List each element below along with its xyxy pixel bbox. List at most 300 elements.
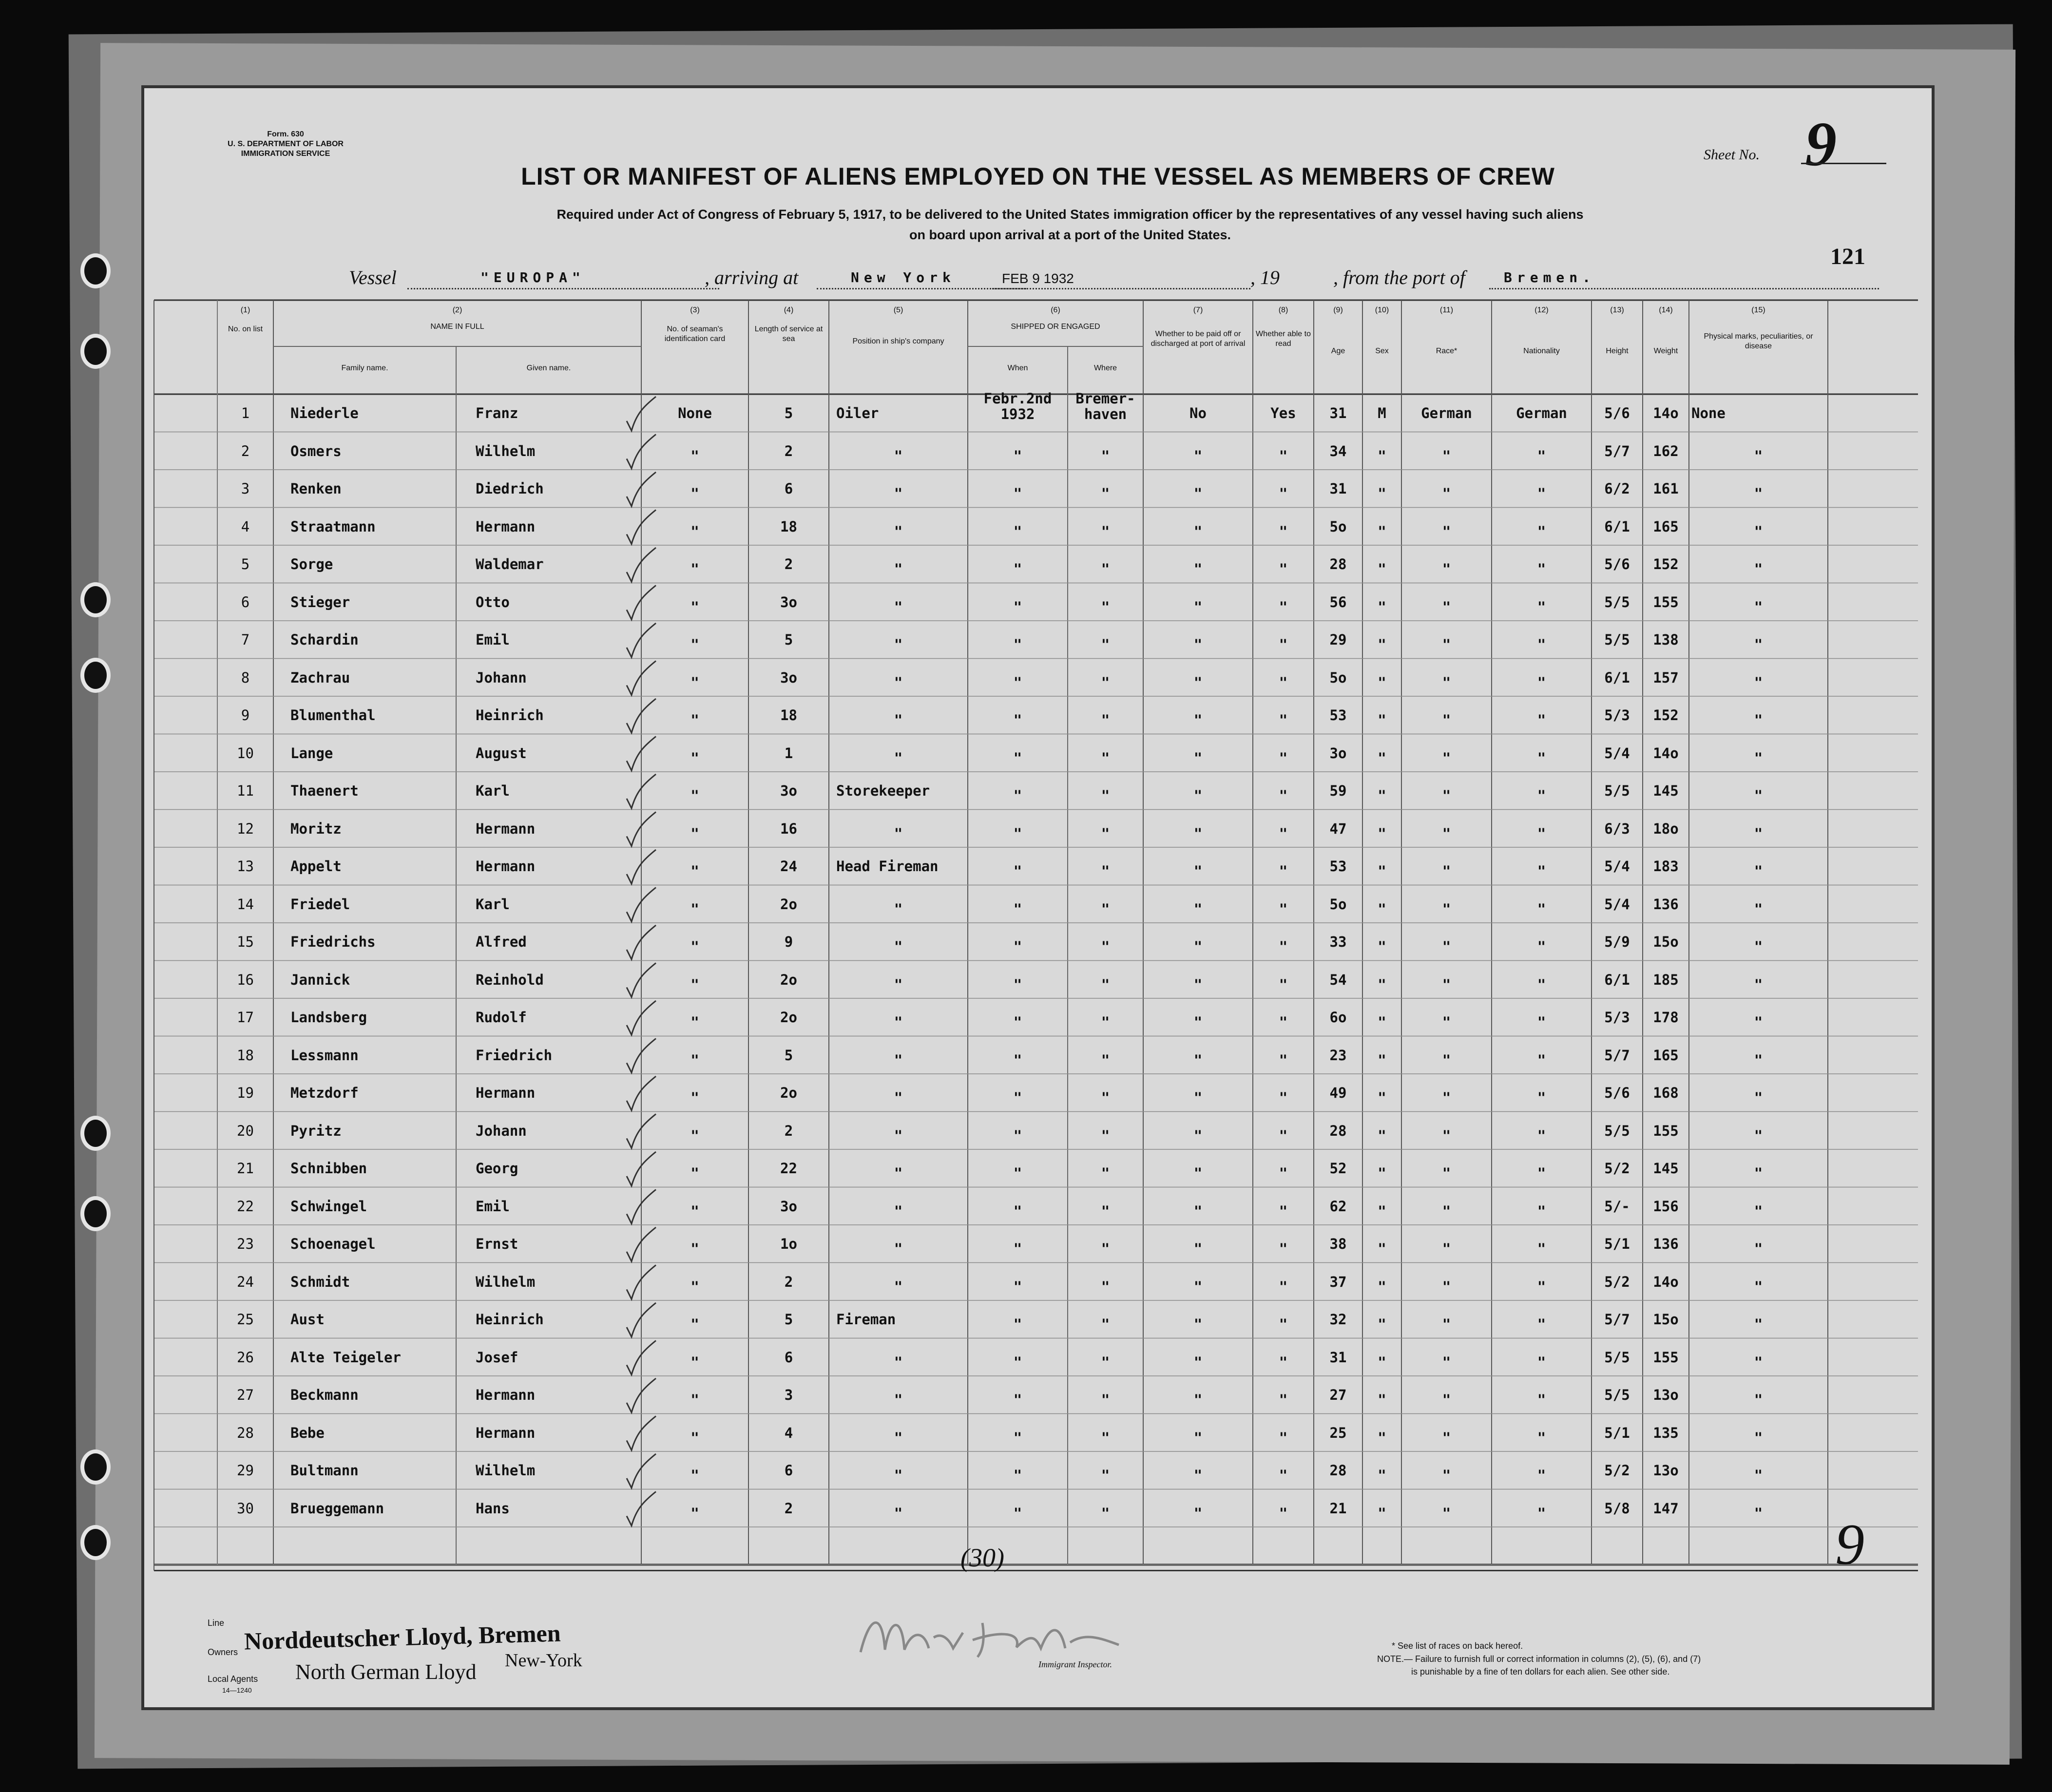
age: 32 xyxy=(1329,1311,1347,1328)
shipped-where-ditto: " xyxy=(1101,1316,1110,1333)
list-number: 8 xyxy=(241,669,250,686)
height: 5/7 xyxy=(1604,1311,1630,1328)
marks-ditto: " xyxy=(1754,447,1763,464)
sex-ditto: " xyxy=(1378,598,1386,615)
list-number: 22 xyxy=(237,1198,254,1215)
age: 59 xyxy=(1329,782,1347,799)
sex-ditto: " xyxy=(1378,787,1386,804)
age: 31 xyxy=(1329,1349,1347,1366)
shipped-when-ditto: " xyxy=(1013,1089,1022,1106)
weight: 152 xyxy=(1653,707,1679,724)
shipped-when-ditto: " xyxy=(1013,1467,1022,1484)
list-number: 7 xyxy=(241,631,250,648)
read-ditto: " xyxy=(1279,787,1288,804)
column-number-position: (5) xyxy=(893,306,903,314)
list-number: 5 xyxy=(241,556,250,572)
read-ditto: " xyxy=(1279,1014,1288,1030)
shipped-where-ditto: " xyxy=(1101,1089,1110,1106)
given-name: Karl xyxy=(476,896,510,913)
height: 5/9 xyxy=(1604,934,1630,950)
position-ditto: " xyxy=(894,674,903,691)
read-ditto: " xyxy=(1279,1202,1288,1220)
age: 25 xyxy=(1329,1424,1347,1441)
weight: 13o xyxy=(1653,1387,1679,1403)
shipped-where-ditto: " xyxy=(1101,485,1110,502)
weight: 136 xyxy=(1653,1236,1679,1252)
marks-ditto: " xyxy=(1754,938,1763,955)
read-ditto: " xyxy=(1279,1165,1288,1182)
seaman-card-ditto: " xyxy=(690,674,699,691)
race-ditto: " xyxy=(1442,712,1451,728)
list-number: 9 xyxy=(241,707,250,724)
race-ditto: " xyxy=(1442,1127,1451,1144)
penalty-note-line-1: NOTE.— Failure to furnish full or correct information in columns (2), (5), (6), and (7) xyxy=(1377,1654,1701,1664)
paid-off-ditto: " xyxy=(1193,1240,1203,1257)
list-number: 15 xyxy=(237,934,254,950)
position-ditto: " xyxy=(894,825,903,842)
length-of-service: 18 xyxy=(780,518,797,535)
department-name: U. S. DEPARTMENT OF LABOR xyxy=(228,140,344,148)
seaman-card-ditto: " xyxy=(690,598,699,615)
nationality-ditto: " xyxy=(1537,900,1546,917)
height: 5/- xyxy=(1604,1198,1630,1215)
read-ditto: " xyxy=(1279,523,1288,540)
list-number: 3 xyxy=(241,480,250,497)
nationality-ditto: " xyxy=(1537,1467,1546,1484)
list-number: 12 xyxy=(237,820,254,837)
shipped-where-ditto: " xyxy=(1101,1127,1110,1144)
marks-ditto: " xyxy=(1754,1051,1763,1068)
marks-ditto: " xyxy=(1754,1354,1763,1371)
shipped-when-ditto: " xyxy=(1013,1392,1022,1408)
marks-ditto: " xyxy=(1754,825,1763,842)
age: 33 xyxy=(1329,934,1347,950)
manifest-title: LIST OR MANIFEST OF ALIENS EMPLOYED ON THE VESSEL AS MEMBERS OF CREW xyxy=(521,163,1555,190)
race-ditto: " xyxy=(1442,1316,1451,1333)
weight: 145 xyxy=(1653,782,1679,799)
column-header-card: No. of seaman's identification card xyxy=(664,325,726,343)
family-name: Friedrichs xyxy=(290,934,376,950)
height: 6/1 xyxy=(1604,971,1630,988)
age: 37 xyxy=(1329,1273,1347,1290)
length-of-service: 18 xyxy=(780,707,797,724)
shipped-where-ditto: " xyxy=(1101,1051,1110,1068)
height: 5/4 xyxy=(1604,744,1630,762)
position-ditto: " xyxy=(894,447,903,464)
race-ditto: " xyxy=(1442,900,1451,917)
family-name: Alte Teigeler xyxy=(290,1349,401,1366)
weight: 178 xyxy=(1653,1009,1679,1026)
age: 23 xyxy=(1329,1047,1347,1064)
weight: 145 xyxy=(1653,1160,1679,1177)
sex-ditto: " xyxy=(1378,1051,1386,1068)
column-header-shipped: SHIPPED OR ENGAGED xyxy=(1011,323,1100,331)
column-number-nat: (12) xyxy=(1534,306,1549,314)
sex-ditto: " xyxy=(1378,1278,1386,1295)
read-ditto: " xyxy=(1279,976,1288,993)
length-of-service: 3o xyxy=(780,1198,797,1215)
sex-ditto: " xyxy=(1378,825,1386,842)
read-ditto: " xyxy=(1279,1278,1288,1295)
seaman-card-ditto: " xyxy=(690,1240,699,1257)
shipped-where-ditto: " xyxy=(1101,1278,1110,1295)
given-name: Diedrich xyxy=(476,480,544,497)
position-ditto: " xyxy=(894,1165,903,1182)
seaman-card-ditto: " xyxy=(690,1051,699,1068)
column-header-marks: Physical marks, peculiarities, or disease xyxy=(1704,332,1813,350)
family-name: Friedel xyxy=(290,896,350,913)
age: 49 xyxy=(1329,1085,1347,1101)
length-of-service: 3 xyxy=(784,1387,793,1403)
column-number-shipped: (6) xyxy=(1051,306,1060,314)
position-ditto: " xyxy=(894,1202,903,1220)
marks-ditto: " xyxy=(1754,976,1763,993)
height: 6/1 xyxy=(1604,518,1630,535)
length-of-service: 2o xyxy=(780,1085,797,1101)
marks-ditto: " xyxy=(1754,561,1763,577)
seaman-card-ditto: " xyxy=(690,863,699,879)
sex-ditto: " xyxy=(1378,447,1386,464)
marks-ditto: " xyxy=(1754,636,1763,653)
marks-ditto: " xyxy=(1754,1089,1763,1106)
column-number-name: (2) xyxy=(452,306,462,314)
length-of-service: 1 xyxy=(784,744,793,762)
column-number-sex: (10) xyxy=(1375,306,1389,314)
family-name: Zachrau xyxy=(290,669,350,686)
sex-ditto: " xyxy=(1378,1505,1386,1522)
binder-hole xyxy=(80,334,111,369)
binder-hole xyxy=(80,1196,111,1231)
sex-ditto: " xyxy=(1378,1240,1386,1257)
weight: 18o xyxy=(1653,820,1679,837)
column-header-no: No. on list xyxy=(228,325,263,333)
column-number-card: (3) xyxy=(690,306,700,314)
sex-ditto: " xyxy=(1378,636,1386,653)
list-number: 2 xyxy=(241,442,250,459)
length-of-service: 6 xyxy=(784,480,793,497)
read-ditto: " xyxy=(1279,712,1288,728)
position-ditto: " xyxy=(894,1089,903,1106)
shipped-when-ditto: " xyxy=(1013,787,1022,804)
family-name: Straatmann xyxy=(290,518,376,535)
race-ditto: " xyxy=(1442,485,1451,502)
binder-hole xyxy=(80,582,111,617)
sex-ditto: " xyxy=(1378,712,1386,728)
height: 6/1 xyxy=(1604,669,1630,686)
length-of-service: 5 xyxy=(784,631,793,648)
height: 5/7 xyxy=(1604,1047,1630,1064)
position-ditto: " xyxy=(894,938,903,955)
age: 52 xyxy=(1329,1160,1347,1177)
marks-ditto: " xyxy=(1754,1316,1763,1333)
race-ditto: " xyxy=(1442,598,1451,615)
height: 6/2 xyxy=(1604,480,1630,497)
nationality-ditto: " xyxy=(1537,712,1546,728)
paid-off: No xyxy=(1189,405,1207,421)
given-name: Heinrich xyxy=(476,707,544,724)
sheet-number-label: Sheet No. xyxy=(1704,147,1760,163)
race-ditto: " xyxy=(1442,938,1451,955)
shipped-where-ditto: " xyxy=(1101,674,1110,691)
shipped-where-ditto: " xyxy=(1101,863,1110,879)
family-name: Bebe xyxy=(290,1424,325,1441)
position-ditto: " xyxy=(894,900,903,917)
list-number: 24 xyxy=(237,1273,254,1290)
shipped-when-ditto: " xyxy=(1013,598,1022,615)
weight: 14o xyxy=(1653,405,1679,421)
family-name: Aust xyxy=(290,1311,325,1328)
paid-off-ditto: " xyxy=(1193,1392,1203,1408)
given-name: Otto xyxy=(476,593,510,610)
list-number: 26 xyxy=(237,1349,254,1366)
list-number: 13 xyxy=(237,858,254,875)
nationality-ditto: " xyxy=(1537,561,1546,577)
weight: 161 xyxy=(1653,480,1679,497)
column-header-paid: Whether to be paid off or discharged at port of arrival xyxy=(1151,330,1246,348)
family-name: Blumenthal xyxy=(290,707,376,724)
list-number: 29 xyxy=(237,1462,254,1479)
read-ditto: " xyxy=(1279,1240,1288,1257)
given-name: Rudolf xyxy=(476,1009,527,1026)
paid-off-ditto: " xyxy=(1193,1202,1203,1220)
length-of-service: 9 xyxy=(784,934,793,950)
shipped-where-ditto: " xyxy=(1101,712,1110,728)
nationality-ditto: " xyxy=(1537,1354,1546,1371)
sheet-number-value: 9 xyxy=(1805,109,1837,179)
shipped-when-ditto: " xyxy=(1013,1316,1022,1333)
seaman-card-ditto: " xyxy=(690,1467,699,1484)
sex-ditto: " xyxy=(1378,749,1386,766)
owners-label: Owners xyxy=(208,1647,238,1657)
weight: 155 xyxy=(1653,1122,1679,1139)
shipped-where-ditto: " xyxy=(1101,598,1110,615)
seaman-card-ditto: " xyxy=(690,712,699,728)
family-name: Beckmann xyxy=(290,1387,359,1403)
nationality-ditto: " xyxy=(1537,976,1546,993)
race-ditto: " xyxy=(1442,674,1451,691)
paid-off-ditto: " xyxy=(1193,485,1203,502)
paid-off-ditto: " xyxy=(1193,523,1203,540)
marks-ditto: " xyxy=(1754,485,1763,502)
given-name: Georg xyxy=(476,1160,518,1177)
from-port-label: , from the port of xyxy=(1333,267,1465,288)
read-ditto: " xyxy=(1279,863,1288,879)
given-name: Friedrich xyxy=(476,1047,553,1064)
inspector-signature xyxy=(856,1603,1129,1667)
nationality-ditto: " xyxy=(1537,787,1546,804)
subheader-where: Where xyxy=(1093,364,1117,372)
given-name: Wilhelm xyxy=(476,1273,536,1290)
race-ditto: " xyxy=(1442,1278,1451,1295)
height: 6/3 xyxy=(1604,820,1630,837)
length-of-service: 2o xyxy=(780,1009,797,1026)
sex-ditto: " xyxy=(1378,1429,1386,1446)
column-number-paid: (7) xyxy=(1193,306,1203,314)
read-ditto: " xyxy=(1279,825,1288,842)
given-name: Alfred xyxy=(476,934,527,950)
weight: 15o xyxy=(1653,934,1679,950)
height: 5/3 xyxy=(1604,707,1630,724)
stamp-number: 121 xyxy=(1830,244,1865,269)
year-label: , 19 xyxy=(1250,267,1280,288)
seaman-card-ditto: " xyxy=(690,900,699,917)
marks-ditto: " xyxy=(1754,900,1763,917)
weight: 13o xyxy=(1653,1462,1679,1479)
shipped-when-ditto: " xyxy=(1013,1240,1022,1257)
position-ditto: " xyxy=(894,561,903,577)
given-name: Hermann xyxy=(476,858,536,875)
position-ditto: " xyxy=(894,1429,903,1446)
column-number-read: (8) xyxy=(1278,306,1288,314)
seaman-card-ditto: " xyxy=(690,1429,699,1446)
race-ditto: " xyxy=(1442,1354,1451,1371)
race-ditto: " xyxy=(1442,1505,1451,1522)
nationality-ditto: " xyxy=(1537,523,1546,540)
age: 29 xyxy=(1329,631,1347,648)
height: 5/6 xyxy=(1604,1085,1630,1101)
nationality-ditto: " xyxy=(1537,1202,1546,1220)
position-ditto: " xyxy=(894,1127,903,1144)
age: 28 xyxy=(1329,556,1347,572)
paid-off-ditto: " xyxy=(1193,561,1203,577)
given-name: Hermann xyxy=(476,518,536,535)
read-ditto: " xyxy=(1279,1392,1288,1408)
family-name: Sorge xyxy=(290,556,333,572)
read-ditto: " xyxy=(1279,1089,1288,1106)
family-name: Schmidt xyxy=(290,1273,350,1290)
position-ditto: " xyxy=(894,598,903,615)
marks-ditto: " xyxy=(1754,1429,1763,1446)
shipped-when-ditto: " xyxy=(1013,1429,1022,1446)
shipped-when-ditto: " xyxy=(1013,749,1022,766)
column-header-weight: Weight xyxy=(1653,347,1678,355)
given-name: Hermann xyxy=(476,820,536,837)
read-ditto: " xyxy=(1279,1051,1288,1068)
agents-stamp: North German Lloyd xyxy=(295,1660,477,1684)
inspector-label: Immigrant Inspector. xyxy=(1038,1659,1112,1669)
column-header-sex: Sex xyxy=(1375,347,1389,355)
weight: 156 xyxy=(1653,1198,1679,1215)
paid-off-ditto: " xyxy=(1193,1089,1203,1106)
age: 5o xyxy=(1329,896,1347,913)
given-name: August xyxy=(476,744,527,762)
family-name: Thaenert xyxy=(290,782,359,799)
height: 5/2 xyxy=(1604,1273,1630,1290)
length-of-service: 2o xyxy=(780,896,797,913)
shipped-when-ditto: " xyxy=(1013,1127,1022,1144)
column-number-service: (4) xyxy=(784,306,794,314)
age: 38 xyxy=(1329,1236,1347,1252)
seaman-card-ditto: " xyxy=(690,825,699,842)
read-ditto: " xyxy=(1279,485,1288,502)
marks-ditto: " xyxy=(1754,674,1763,691)
nationality-ditto: " xyxy=(1537,1014,1546,1030)
height: 5/8 xyxy=(1604,1500,1630,1517)
age: 31 xyxy=(1329,480,1347,497)
height: 5/5 xyxy=(1604,1122,1630,1139)
paid-off-ditto: " xyxy=(1193,1354,1203,1371)
length-of-service: 3o xyxy=(780,593,797,610)
family-name: Schardin xyxy=(290,631,359,648)
race-ditto: " xyxy=(1442,787,1451,804)
shipped-where-ditto: " xyxy=(1101,523,1110,540)
given-name: Hermann xyxy=(476,1424,536,1441)
height: 5/2 xyxy=(1604,1160,1630,1177)
marks-ditto: " xyxy=(1754,1127,1763,1144)
family-name: Brueggemann xyxy=(290,1500,384,1517)
paid-off-ditto: " xyxy=(1193,1051,1203,1068)
given-name: Karl xyxy=(476,782,510,799)
race-ditto: " xyxy=(1442,1392,1451,1408)
nationality: German xyxy=(1516,405,1567,421)
list-number: 1 xyxy=(241,405,250,421)
position-ditto: " xyxy=(894,636,903,653)
sex-ditto: " xyxy=(1378,1127,1386,1144)
service-name: IMMIGRATION SERVICE xyxy=(241,150,330,158)
length-of-service: 3o xyxy=(780,669,797,686)
marks-ditto: " xyxy=(1754,1202,1763,1220)
position-ditto: " xyxy=(894,1240,903,1257)
shipped-when-ditto: " xyxy=(1013,1202,1022,1220)
race-note: * See list of races on back hereof. xyxy=(1392,1641,1523,1651)
nationality-ditto: " xyxy=(1537,749,1546,766)
race-ditto: " xyxy=(1442,1165,1451,1182)
given-name: Wilhelm xyxy=(476,1462,536,1479)
shipped-when-ditto: " xyxy=(1013,674,1022,691)
nationality-ditto: " xyxy=(1537,598,1546,615)
shipped-where-ditto: " xyxy=(1101,1429,1110,1446)
column-header-race: Race* xyxy=(1436,347,1457,355)
height: 5/5 xyxy=(1604,631,1630,648)
race-ditto: " xyxy=(1442,976,1451,993)
height: 5/4 xyxy=(1604,896,1630,913)
read-ditto: " xyxy=(1279,749,1288,766)
nationality-ditto: " xyxy=(1537,938,1546,955)
weight: 162 xyxy=(1653,442,1679,459)
given-name: Wilhelm xyxy=(476,442,536,459)
height: 5/1 xyxy=(1604,1236,1630,1252)
seaman-card-ditto: " xyxy=(690,523,699,540)
paid-off-ditto: " xyxy=(1193,1014,1203,1030)
weight: 135 xyxy=(1653,1424,1679,1441)
family-name: Osmers xyxy=(290,442,342,459)
seaman-card-ditto: " xyxy=(690,636,699,653)
length-of-service: 2 xyxy=(784,442,793,459)
seaman-card-ditto: " xyxy=(690,787,699,804)
family-name: Moritz xyxy=(290,820,342,837)
length-of-service: 5 xyxy=(784,1311,793,1328)
length-of-service: 2 xyxy=(784,1273,793,1290)
vessel-name: "EUROPA" xyxy=(480,269,585,286)
length-of-service: 2o xyxy=(780,971,797,988)
sex-ditto: " xyxy=(1378,523,1386,540)
paid-off-ditto: " xyxy=(1193,1278,1203,1295)
race-ditto: " xyxy=(1442,825,1451,842)
column-number-age: (9) xyxy=(1333,306,1343,314)
paid-off-ditto: " xyxy=(1193,900,1203,917)
read-ditto: " xyxy=(1279,1316,1288,1333)
shipped-where-ditto: " xyxy=(1101,561,1110,577)
subtitle-line-1: Required under Act of Congress of February 5, 1917, to be delivered to the United States immigration officer by the representatives of any vessel having such aliens xyxy=(556,207,1584,222)
height: 5/5 xyxy=(1604,1349,1630,1366)
list-number: 4 xyxy=(241,518,250,535)
position-ditto: " xyxy=(894,976,903,993)
height: 5/1 xyxy=(1604,1424,1630,1441)
family-name: Renken xyxy=(290,480,342,497)
weight: 138 xyxy=(1653,631,1679,648)
list-number: 25 xyxy=(237,1311,254,1328)
ship-position: Fireman xyxy=(836,1311,896,1328)
